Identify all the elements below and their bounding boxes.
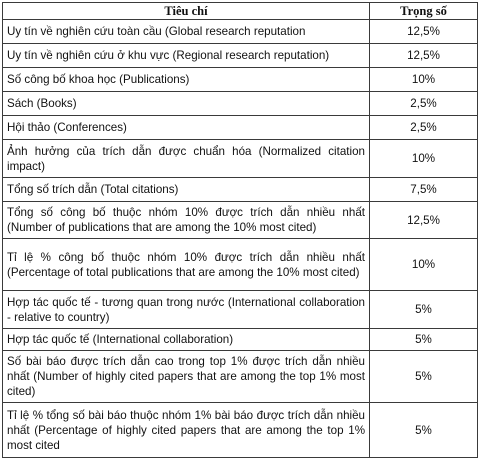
criterion-cell: Tổng số công bố thuộc nhóm 10% được trích dẫn nhiều nhất (Number of publications that are among the 10% most cited) <box>3 202 370 239</box>
criterion-cell: Số công bố khoa học (Publications) <box>3 68 370 92</box>
weight-cell: 5% <box>370 329 478 351</box>
weight-cell: 7,5% <box>370 178 478 202</box>
criterion-cell: Tổng số trích dẫn (Total citations) <box>3 178 370 202</box>
weight-cell: 10% <box>370 239 478 291</box>
criterion-cell: Hội thảo (Conferences) <box>3 116 370 140</box>
table-row <box>3 44 478 68</box>
criterion-cell: Uy tín về nghiên cứu toàn cầu (Global research reputation <box>3 20 370 44</box>
weight-cell: 5% <box>370 291 478 329</box>
criterion-cell: Tỉ lệ % tổng số bài báo thuộc nhóm 1% bài báo được trích dẫn nhiều nhất (Percentage of highly cited papers that are among the top 1% most cited <box>3 403 370 458</box>
table-row <box>3 116 478 140</box>
criterion-cell: Tỉ lệ % công bố thuộc nhóm 10% được trích dẫn nhiều nhất (Percentage of total publications that are among the 10% most cited) <box>3 239 370 291</box>
criterion-cell: Hợp tác quốc tế - tương quan trong nước (International collaboration - relative to country) <box>3 291 370 329</box>
weight-cell: 10% <box>370 68 478 92</box>
weight-cell: 2,5% <box>370 92 478 116</box>
table-header-row <box>3 3 478 20</box>
weight-cell: 12,5% <box>370 202 478 239</box>
criterion-cell: Uy tín về nghiên cứu ở khu vực (Regional research reputation) <box>3 44 370 68</box>
table-row <box>3 239 478 291</box>
table-row <box>3 20 478 44</box>
weight-column-header: Trọng số <box>370 3 478 20</box>
table-row <box>3 92 478 116</box>
criterion-cell: Hợp tác quốc tế (International collaboration) <box>3 329 370 351</box>
table-row <box>3 403 478 458</box>
weight-cell: 2,5% <box>370 116 478 140</box>
weight-cell: 12,5% <box>370 44 478 68</box>
table-row <box>3 351 478 403</box>
criterion-cell: Ảnh hưởng của trích dẫn được chuẩn hóa (Normalized citation impact) <box>3 140 370 178</box>
table-row <box>3 329 478 351</box>
criterion-cell: Sách (Books) <box>3 92 370 116</box>
weight-cell: 10% <box>370 140 478 178</box>
criterion-cell: Số bài báo được trích dẫn cao trong top 1% được trích dẫn nhiều nhất (Number of highly cited papers that are among the top 1% most cited) <box>3 351 370 403</box>
table-row <box>3 202 478 239</box>
weight-cell: 12,5% <box>370 20 478 44</box>
table-row <box>3 178 478 202</box>
criteria-weight-table <box>2 2 478 458</box>
table-row <box>3 68 478 92</box>
table-row <box>3 140 478 178</box>
weight-cell: 5% <box>370 351 478 403</box>
criterion-column-header: Tiêu chí <box>3 3 370 20</box>
table-row <box>3 291 478 329</box>
weight-cell: 5% <box>370 403 478 458</box>
